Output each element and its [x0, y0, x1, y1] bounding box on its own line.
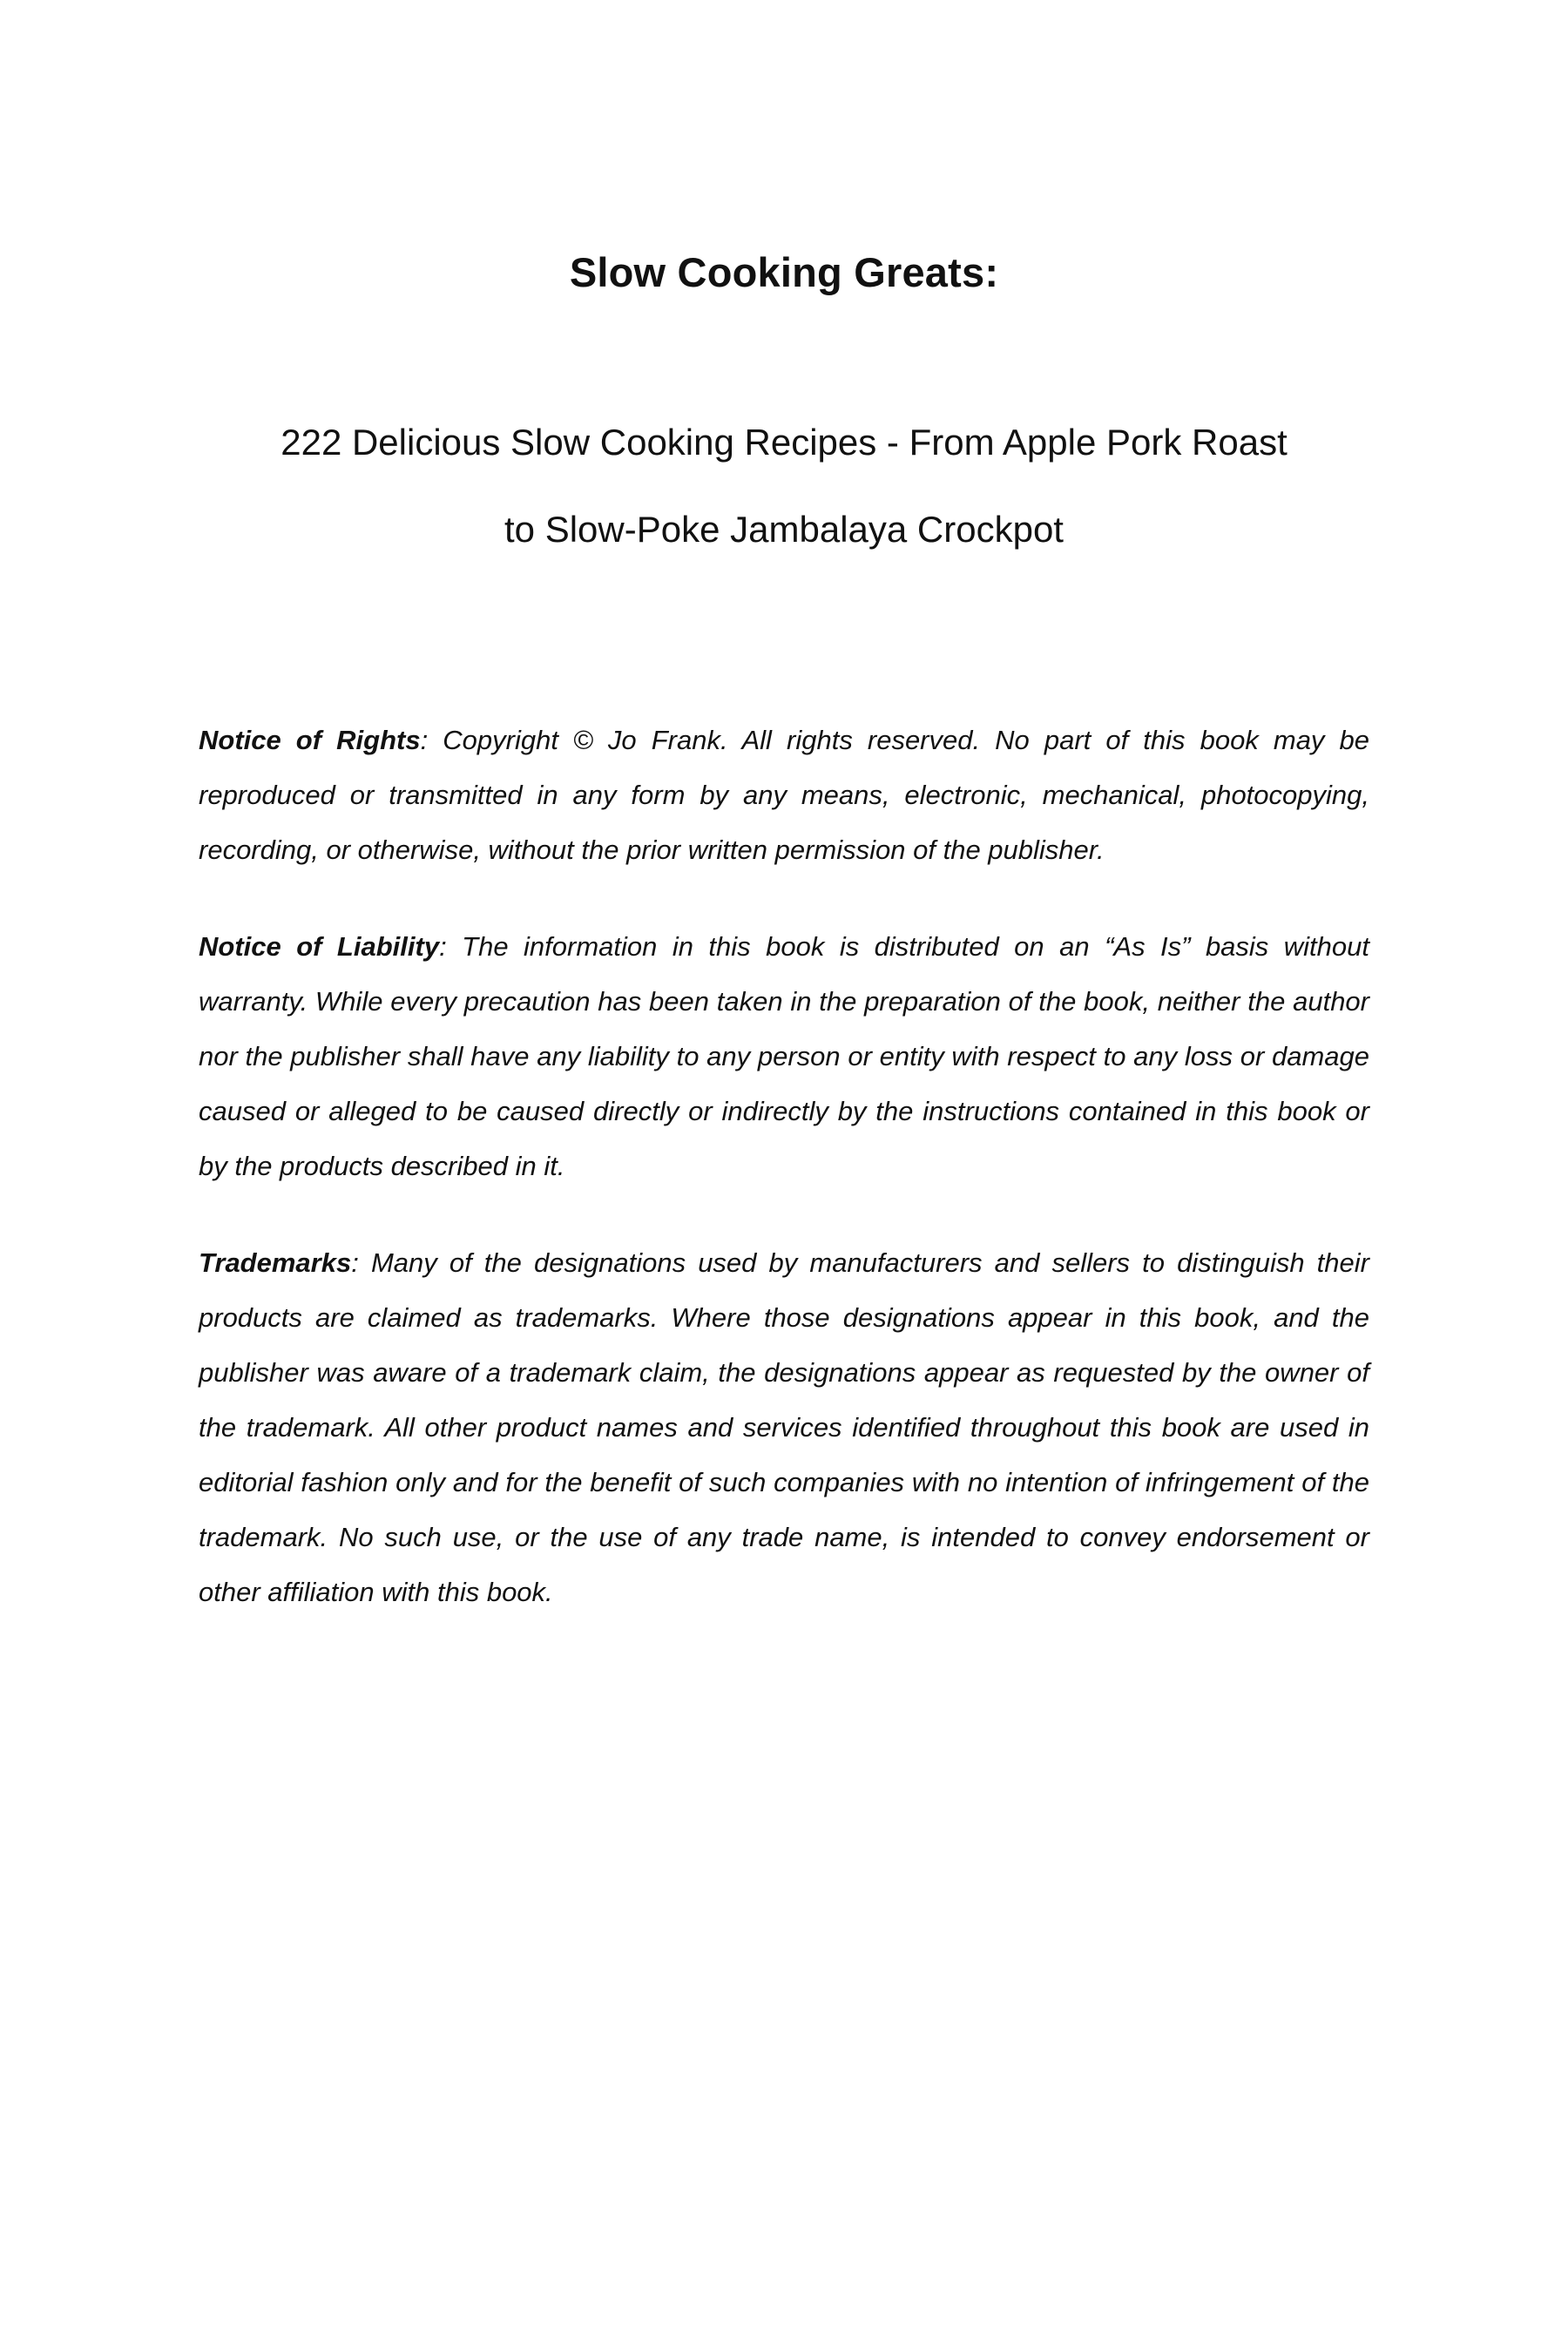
book-subtitle-line-2: to Slow-Poke Jambalaya Crockpot [504, 509, 1064, 550]
paragraph-notice-of-liability [199, 919, 1369, 1193]
paragraph-notice-of-rights [199, 713, 1369, 877]
paragraph-trademarks [199, 1235, 1369, 1619]
paragraph-text: : Many of the designations used by manufacturers and sellers to distinguish their products are claimed as trademarks. Where those designations appear in this book, and the publisher was aware of a trademark claim, the designations appear as requested by the owner of the trademark. All other product names and services identified throughout this book are used in editorial fashion only and for the benefit of such companies with no intention of infringement of the trademark. No such use, or the use of any trade name, is intended to convey endorsement or other affiliation with this book. [199, 1247, 1369, 1607]
paragraph-text: : Copyright © Jo Frank. All rights reserved. No part of this book may be reproduced or transmitted in any form by any means, electronic, mechanical, photocopying, recording, or otherwise, without the prior written permission of the publisher. [199, 725, 1369, 865]
book-title: Slow Cooking Greats: [569, 249, 999, 295]
body-copy [199, 713, 1369, 1619]
paragraph-label: Notice of Liability [199, 931, 440, 962]
book-subtitle [199, 399, 1369, 573]
paragraph-label: Notice of Rights [199, 725, 421, 755]
paragraph-label: Trademarks [199, 1247, 352, 1278]
paragraph-text: : The information in this book is distributed on an “As Is” basis without warranty. While every precaution has been taken in the preparation of the book, neither the author nor the publisher shall have any liability to any person or entity with respect to any loss or damage caused or alleged to be caused directly or indirectly by the instructions contained in this book or by the products described in it. [199, 931, 1369, 1181]
book-subtitle-line-1: 222 Delicious Slow Cooking Recipes - From Apple Pork Roast [280, 422, 1288, 463]
